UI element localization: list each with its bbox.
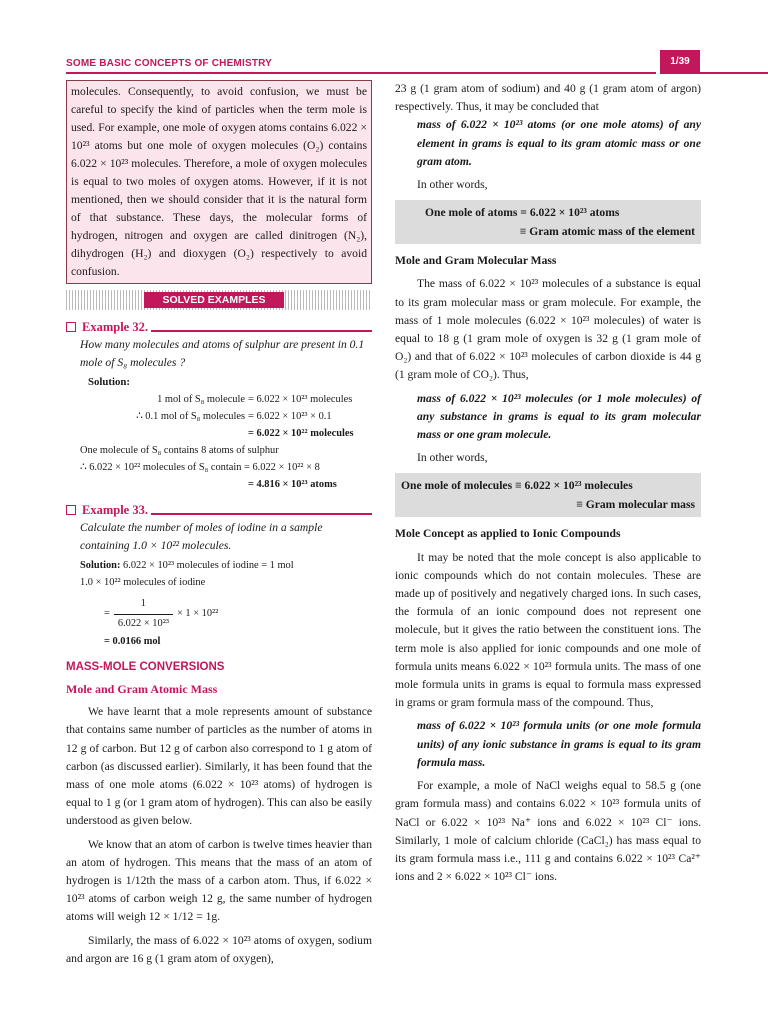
- equals-sign: =: [104, 608, 110, 620]
- sol-rhs: = 4.816 × 10²³ atoms: [248, 478, 337, 490]
- body-paragraph: Similarly, the mass of 6.022 × 10²³ atoms of oxygen, sodium and argon are 16 g (1 gram atom of oxygen),: [66, 933, 372, 965]
- example-32-solution: [80, 391, 372, 493]
- example-33-question: Calculate the number of moles of iodine in a sample containing 1.0 × 10²² molecules.: [80, 521, 323, 553]
- definition-box-molecules: [395, 473, 701, 517]
- left-column: [66, 80, 372, 968]
- subsection-heading: Mole Concept as applied to Ionic Compounds: [395, 527, 621, 541]
- definition-line: One mole of molecules ≡ 6.022 × 10²³ molecules: [401, 479, 633, 493]
- right-column: [395, 80, 701, 886]
- definition-line: ≡ Gram molecular mass: [576, 498, 695, 512]
- body-paragraph: It may be noted that the mole concept is also applicable to ionic compounds which do not contain molecules. These are made up of positively and negatively charged ions. In such cases, the formula of an ionic compound does not represent one molecule, but it gives the ratio between the constituent ions. The term mole is also applied for ionic compounds and one mole of formula units means 6.022 × 10²³ formula units. The mass of one mole formula units in grams is equal to formula mass expressed in grams or gram formula mass of the compound. Thus,: [395, 550, 701, 710]
- solved-examples-label: SOLVED EXAMPLES: [144, 292, 284, 308]
- fraction-equation: [104, 595, 372, 632]
- checkbox-square-icon: [66, 322, 76, 332]
- page-number: 1/39: [660, 50, 700, 74]
- continued-note-box: [66, 80, 372, 284]
- example-underline: [151, 513, 372, 515]
- sol-rhs: = 6.022 × 10²² molecules: [248, 427, 354, 439]
- header-rule: [66, 72, 656, 74]
- body-paragraph: 23 g (1 gram atom of sodium) and 40 g (1 gram atom of argon) respectively. Thus, it may be concluded that: [395, 82, 701, 114]
- definition-line: One mole of atoms = 6.022 × 10²³ atoms: [425, 206, 620, 220]
- body-paragraph: In other words,: [417, 451, 488, 465]
- solution-label: Solution:: [80, 560, 121, 572]
- solution-label: Solution:: [88, 375, 131, 388]
- body-paragraph: In other words,: [417, 178, 488, 192]
- solved-examples-banner: [66, 290, 372, 310]
- section-title: MASS-MOLE CONVERSIONS: [66, 660, 225, 673]
- example-33-heading: [66, 501, 372, 519]
- running-header-title: SOME BASIC CONCEPTS OF CHEMISTRY: [66, 58, 273, 69]
- sol-line: ∴ 6.022 × 10²² molecules of S₈ contain = 6.022 × 10²² × 8: [80, 461, 320, 473]
- definition-line: ≡ Gram atomic mass of the element: [519, 225, 695, 239]
- subsection-heading: Mole and Gram Molecular Mass: [395, 254, 557, 268]
- note-paragraph: molecules. Consequently, to avoid confusion, we must be careful to specify the kind of particles when the term mole is used. For example, one mole of oxygen atoms contains 6.022 × 10²³ atoms but one mole of oxygen molecules (O₂) contains 6.022 × 10²³ molecules. Therefore, a mole of oxygen molecules is equal to two moles of oxygen atoms. However, if it is not mentioned, then we should consider that it is the natural form of that substance. These days, the molecular forms of hydrogen, nitrogen and oxygen are called dinitrogen (N₂), dihydrogen (H₂) and dioxygen (O₂) respectively to avoid confusion.: [71, 85, 367, 278]
- example-underline: [151, 330, 372, 332]
- example-33-title: Example 33.: [82, 502, 148, 517]
- sol-rhs: = 6.022 × 10²³ × 0.1: [248, 410, 332, 422]
- example-33-result: = 0.0166 mol: [104, 635, 161, 647]
- header-rule-tail: [700, 72, 768, 74]
- body-paragraph: We have learnt that a mole represents amount of substance that contains same number of particles as the number of atoms in 12 g of carbon. But 12 g of carbon also correspond to 1 g atom of carbon (as discussed earlier). Similarly, it has been found that the mass of one mole atoms (6.022 × 10²³ atoms) of hydrogen is equal to 1 g (or 1 gram atom of hydrogen). This can also be easily understood as given below.: [66, 705, 372, 828]
- example-32-heading: [66, 318, 372, 336]
- sol-line: 1.0 × 10²² molecules of iodine: [80, 577, 206, 589]
- fraction-multiplier: × 1 × 10²²: [176, 608, 219, 620]
- fraction-denominator: 6.022 × 10²³: [114, 614, 173, 633]
- example-33-solution: [80, 557, 372, 591]
- sol-line: 6.022 × 10²³ molecules of iodine = 1 mol: [123, 560, 294, 572]
- fraction: [114, 595, 173, 632]
- sol-rhs: = 6.022 × 10²³ molecules: [248, 393, 353, 405]
- example-32-title: Example 32.: [82, 320, 148, 334]
- key-statement: mass of 6.022 × 10²³ formula units (or one mole formula units) of any ionic substance in grams is equal to its gram formula mass.: [417, 719, 701, 769]
- body-paragraph: We know that an atom of carbon is twelve times heavier than an atom of hydrogen. This means that the mass of an atom of hydrogen is 1/12th the mass of a carbon atom. Thus, if 6.022 × 10²³ atoms of carbon weigh 12 g, the same number of hydrogen atoms will weigh 12 × 1/12 = 1g.: [66, 837, 372, 924]
- key-statement: mass of 6.022 × 10²³ molecules (or 1 mole molecules) of any substance in grams is equal to its gram molecular mass or one gram molecule.: [417, 391, 701, 442]
- example-32-question: How many molecules and atoms of sulphur are present in 0.1 mole of S₈ molecules ?: [80, 338, 365, 370]
- body-paragraph: For example, a mole of NaCl weighs equal to 58.5 g (one gram formula mass) and contains 6.022 × 10²³ formula units of NaCl or 6.022 × 10²³ Na⁺ ions and 6.022 × 10²³ Cl⁻ ions. Similarly, 1 mole of calcium chloride (CaCl₂) has mass equal to its gram formula mass i.e., 111 g and contains 6.022 × 10²³ Ca²⁺ ions and 2 × 6.022 × 10²³ Cl⁻ ions.: [395, 779, 701, 884]
- checkbox-square-icon: [66, 505, 76, 515]
- key-statement: mass of 6.022 × 10²³ atoms (or one mole atoms) of any element in grams is equal to its gram atomic mass or one gram atom.: [417, 118, 701, 168]
- fraction-numerator: 1: [140, 598, 146, 610]
- subsection-title: Mole and Gram Atomic Mass: [66, 682, 218, 697]
- body-paragraph: The mass of 6.022 × 10²³ molecules of a substance is equal to its gram molecular mass or gram molecule. For example, the mass of 1 mole molecules (6.022 × 10²³ molecules) of water is equal to 18 g (1 gram mole of oxygen is 32 g (1 gram mole of O₂) and that of 6.022 × 10²³ molecules of carbon dioxide is 44 g (1 gram mole of CO₂). Thus,: [395, 277, 701, 382]
- sol-line: One molecule of S₈ contains 8 atoms of sulphur: [80, 444, 279, 456]
- sol-lhs: 1 mol of S₈ molecule: [157, 393, 245, 405]
- definition-box-atoms: [395, 200, 701, 244]
- sol-lhs: ∴ 0.1 mol of S₈ molecules: [136, 410, 245, 422]
